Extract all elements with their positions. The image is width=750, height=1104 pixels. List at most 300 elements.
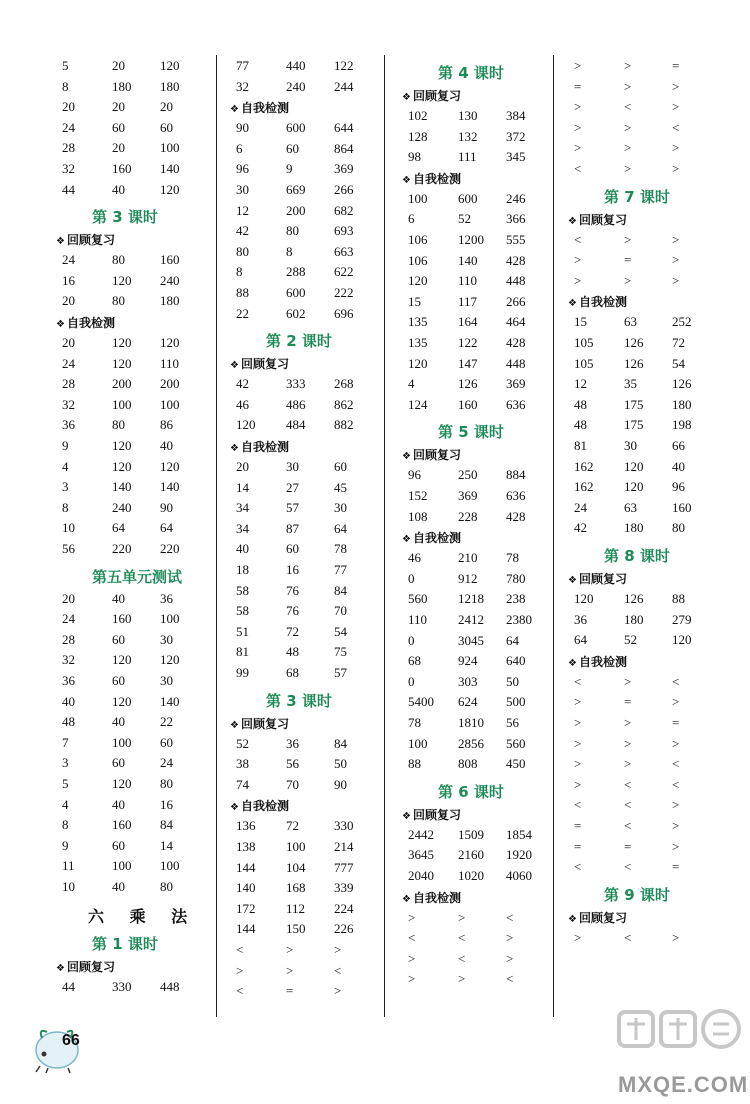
answer-value: 136 xyxy=(236,818,256,834)
answer-value: 32 xyxy=(236,78,249,94)
answer-value: < xyxy=(624,776,632,792)
answer-value: 24 xyxy=(574,499,587,515)
answer-value: 486 xyxy=(286,396,306,412)
answer-value: 1854 xyxy=(506,826,532,842)
section-subheading: ❖ 回顾复习 xyxy=(568,909,627,926)
section-subheading: ❖ 自我检测 xyxy=(402,529,461,546)
answer-value: > xyxy=(574,694,582,710)
answer-value: 2380 xyxy=(506,612,532,627)
answer-value: 2160 xyxy=(458,847,484,863)
answer-value: > xyxy=(286,942,294,957)
section-subheading: ❖ 自我检测 xyxy=(56,314,115,331)
answer-value: 80 xyxy=(672,520,685,536)
answer-value: 30 xyxy=(160,673,173,688)
answer-value: 56 xyxy=(286,756,299,772)
answer-value: 1810 xyxy=(458,715,484,730)
answer-value: 144 xyxy=(236,859,256,875)
answer-value: 135 xyxy=(408,314,428,330)
answer-value: 120 xyxy=(112,458,132,474)
answer-value: 80 xyxy=(112,252,125,268)
answer-value: 51 xyxy=(236,623,249,639)
answer-value: 36 xyxy=(62,673,75,688)
answer-value: 40 xyxy=(672,458,685,474)
section-subheading: ❖ 自我检测 xyxy=(230,438,289,455)
answer-value: 77 xyxy=(236,58,249,73)
lesson-heading: 第 6 课时 xyxy=(438,782,504,801)
answer-value: 120 xyxy=(408,355,428,371)
answer-value: 448 xyxy=(506,355,526,371)
answer-value: 100 xyxy=(160,858,180,874)
answer-value: 64 xyxy=(160,520,173,536)
answer-value: > xyxy=(574,756,582,772)
lesson-heading: 第 9 课时 xyxy=(604,885,670,904)
answer-value: 330 xyxy=(112,978,132,994)
answer-value: 8 xyxy=(62,78,69,94)
section-subheading: ❖ 回顾复习 xyxy=(230,715,289,732)
answer-value: < xyxy=(506,909,514,925)
answer-value: 81 xyxy=(236,644,249,660)
answer-value: = xyxy=(624,838,632,854)
answer-value: 110 xyxy=(458,273,478,289)
answer-value: < xyxy=(574,231,582,247)
answer-value: 64 xyxy=(506,632,519,648)
answer-value: 42 xyxy=(574,520,587,536)
answer-value: 130 xyxy=(458,108,478,123)
answer-value: 20 xyxy=(236,459,249,474)
answer-value: 160 xyxy=(160,252,180,268)
answer-value: 240 xyxy=(286,78,306,94)
answer-value: 1509 xyxy=(458,826,484,842)
answer-value: 150 xyxy=(286,921,306,937)
answer-value: 36 xyxy=(62,417,75,433)
section-subheading: ❖ 自我检测 xyxy=(568,293,627,310)
answer-value: 40 xyxy=(62,693,75,709)
answer-value: 120 xyxy=(112,438,132,453)
answer-value: 30 xyxy=(334,500,347,516)
answer-value: 75 xyxy=(334,644,347,660)
answer-value: 160 xyxy=(112,611,132,627)
answer-value: 11 xyxy=(62,858,75,874)
answer-value: 48 xyxy=(286,644,299,660)
answer-value: 228 xyxy=(458,508,478,524)
answer-value: 64 xyxy=(112,520,125,536)
answer-value: 20 xyxy=(112,58,125,73)
answer-value: 86 xyxy=(160,417,173,433)
answer-value: < xyxy=(236,983,244,999)
answer-value: 160 xyxy=(112,817,132,833)
lesson-heading: 第 7 课时 xyxy=(604,187,670,206)
lesson-heading: 第五单元测试 xyxy=(92,567,183,586)
answer-value: 108 xyxy=(408,508,428,524)
watermark-text: MXQE.COM xyxy=(618,1072,749,1097)
answer-value: > xyxy=(672,929,680,945)
answer-value: 224 xyxy=(334,900,354,916)
answer-value: 24 xyxy=(62,119,75,135)
answer-value: 81 xyxy=(574,438,587,453)
answer-value: > xyxy=(458,971,466,987)
answer-value: > xyxy=(236,962,244,978)
answer-value: 369 xyxy=(506,376,526,392)
answer-value: > xyxy=(574,119,582,135)
lesson-heading: 第 1 课时 xyxy=(92,934,158,953)
answer-value: 448 xyxy=(506,273,526,289)
answer-value: 34 xyxy=(236,520,249,536)
answer-value: 124 xyxy=(408,396,428,412)
section-subheading: ❖ 回顾复习 xyxy=(56,231,115,248)
answer-value: = xyxy=(672,58,680,73)
answer-value: 366 xyxy=(506,211,526,227)
answer-value: 63 xyxy=(624,314,637,330)
column-divider-3 xyxy=(553,55,554,1017)
answer-value: 40 xyxy=(236,541,249,557)
answer-value: 60 xyxy=(112,631,125,647)
answer-value: 48 xyxy=(574,396,587,412)
answer-value: 102 xyxy=(408,108,428,123)
answer-value: > xyxy=(672,694,680,710)
answer-value: 120 xyxy=(236,417,256,433)
answer-value: = xyxy=(624,694,632,710)
answer-value: < xyxy=(574,161,582,176)
answer-value: > xyxy=(624,715,632,730)
answer-value: 126 xyxy=(624,591,644,606)
answer-value: 9 xyxy=(286,161,293,177)
answer-value: 777 xyxy=(334,859,354,875)
answer-value: > xyxy=(574,776,582,792)
answer-value: 226 xyxy=(334,921,354,937)
answer-value: 5400 xyxy=(408,694,434,710)
answer-value: 30 xyxy=(286,459,299,474)
answer-value: 60 xyxy=(112,119,125,135)
answer-value: 6 xyxy=(236,140,243,156)
answer-value: 168 xyxy=(286,880,306,896)
answer-value: 16 xyxy=(286,562,299,577)
answer-value: 10 xyxy=(62,520,75,536)
answer-value: 100 xyxy=(112,734,132,750)
answer-value: 120 xyxy=(112,652,132,668)
answer-value: 106 xyxy=(408,252,428,268)
answer-value: 1020 xyxy=(458,868,484,883)
answer-value: 112 xyxy=(286,900,306,916)
answer-value: 100 xyxy=(408,190,428,206)
column-divider-2 xyxy=(384,55,385,1017)
answer-value: 780 xyxy=(506,570,526,586)
answer-value: 80 xyxy=(286,223,299,239)
answer-value: 60 xyxy=(160,734,173,750)
column-divider-1 xyxy=(216,55,217,1017)
answer-value: > xyxy=(408,971,416,987)
answer-value: 636 xyxy=(506,396,526,412)
answer-value: 214 xyxy=(334,839,354,854)
lesson-heading: 第 2 课时 xyxy=(266,332,332,351)
answer-value: 24 xyxy=(62,252,75,268)
answer-value: 140 xyxy=(160,161,180,176)
answer-value: 84 xyxy=(160,817,173,833)
section-subheading: ❖ 回顾复习 xyxy=(568,570,627,587)
answer-value: 2412 xyxy=(458,612,484,627)
answer-value: 0 xyxy=(408,632,415,648)
answer-value: 40 xyxy=(112,879,125,894)
answer-value: 120 xyxy=(624,479,644,495)
answer-value: 56 xyxy=(62,541,75,556)
answer-value: > xyxy=(672,231,680,247)
answer-value: 7 xyxy=(62,734,69,750)
answer-value: 78 xyxy=(506,550,519,566)
answer-value: 198 xyxy=(672,417,692,433)
answer-value: < xyxy=(334,962,342,978)
answer-value: 252 xyxy=(672,314,692,330)
answer-value: 1200 xyxy=(458,232,484,247)
answer-value: 240 xyxy=(112,499,132,515)
answer-value: > xyxy=(672,161,680,176)
answer-value: 222 xyxy=(334,285,354,300)
answer-value: 120 xyxy=(574,591,594,606)
answer-value: 32 xyxy=(62,161,75,176)
answer-value: 140 xyxy=(160,693,180,709)
answer-value: 144 xyxy=(236,921,256,937)
answer-value: 120 xyxy=(112,693,132,709)
answer-value: 250 xyxy=(458,467,478,483)
answer-value: > xyxy=(672,818,680,833)
answer-value: 162 xyxy=(574,479,594,495)
answer-value: 140 xyxy=(458,252,478,268)
answer-value: 90 xyxy=(334,776,347,792)
answer-value: 602 xyxy=(286,305,306,321)
answer-value: 111 xyxy=(458,149,477,165)
answer-value: < xyxy=(624,859,632,875)
answer-value: 682 xyxy=(334,202,354,218)
answer-value: > xyxy=(624,231,632,247)
answer-value: 268 xyxy=(334,376,354,392)
answer-value: < xyxy=(506,971,514,987)
answer-value: 117 xyxy=(458,293,478,309)
answer-value: 640 xyxy=(506,653,526,669)
answer-value: 80 xyxy=(112,293,125,309)
answer-value: 330 xyxy=(334,818,354,834)
section-subheading: ❖ 自我检测 xyxy=(402,889,461,906)
answer-value: 28 xyxy=(62,376,75,392)
answer-value: > xyxy=(624,58,632,73)
answer-value: 126 xyxy=(458,376,478,392)
answer-value: 84 xyxy=(334,582,347,598)
answer-value: 72 xyxy=(286,623,299,639)
lesson-heading: 第 4 课时 xyxy=(438,64,504,82)
answer-value: > xyxy=(624,78,632,94)
answer-value: 100 xyxy=(408,735,428,751)
answer-value: 4 xyxy=(62,458,69,474)
answer-value: 40 xyxy=(112,590,125,606)
answer-value: < xyxy=(624,818,632,833)
answer-value: 560 xyxy=(506,735,526,751)
answer-value: 68 xyxy=(408,653,421,669)
answer-value: 12 xyxy=(574,376,587,392)
section-subheading: ❖ 自我检测 xyxy=(402,170,461,187)
answer-value: 110 xyxy=(408,612,428,627)
answer-value: 24 xyxy=(62,611,75,627)
answer-value: > xyxy=(574,58,582,73)
answer-value: 38 xyxy=(236,756,249,772)
answer-value: 80 xyxy=(160,776,173,791)
answer-value: 4 xyxy=(408,376,415,392)
answer-value: 8 xyxy=(236,264,243,280)
answer-value: 924 xyxy=(458,653,478,669)
answer-value: 52 xyxy=(624,632,637,648)
answer-value: 180 xyxy=(160,78,180,94)
answer-value: < xyxy=(672,119,680,135)
answer-value: 3045 xyxy=(458,632,484,648)
answer-value: < xyxy=(408,930,416,946)
lesson-heading: 六 乘 法 xyxy=(88,906,198,926)
answer-value: 14 xyxy=(160,837,173,853)
answer-value: 96 xyxy=(236,161,249,177)
answer-value: > xyxy=(672,838,680,854)
answer-value: 140 xyxy=(160,479,180,495)
answer-value: 636 xyxy=(506,488,526,503)
answer-value: > xyxy=(672,272,680,288)
answer-value: 120 xyxy=(160,652,180,668)
answer-value: = xyxy=(624,252,632,268)
answer-value: 60 xyxy=(112,673,125,688)
answer-value: 68 xyxy=(286,665,299,680)
answer-value: 96 xyxy=(672,479,685,495)
answer-value: 15 xyxy=(408,293,421,309)
answer-value: 58 xyxy=(236,603,249,619)
answer-value: > xyxy=(574,272,582,288)
answer-value: 28 xyxy=(62,631,75,647)
answer-value: 600 xyxy=(286,285,306,300)
answer-value: 345 xyxy=(506,149,526,165)
answer-value: 52 xyxy=(236,735,249,751)
answer-value: 72 xyxy=(672,335,685,350)
answer-value: > xyxy=(334,983,342,999)
answer-value: 120 xyxy=(112,335,132,350)
answer-value: 100 xyxy=(112,396,132,412)
answer-value: 696 xyxy=(334,305,354,321)
answer-value: 135 xyxy=(408,335,428,350)
answer-value: 162 xyxy=(574,458,594,474)
section-subheading: ❖ 回顾复习 xyxy=(402,87,461,104)
answer-value: 3 xyxy=(62,755,69,771)
answer-value: > xyxy=(574,929,582,945)
answer-value: 63 xyxy=(624,499,637,515)
answer-value: 80 xyxy=(236,243,249,259)
answer-value: 20 xyxy=(62,590,75,606)
lesson-heading: 第 5 课时 xyxy=(438,423,504,442)
answer-value: 3645 xyxy=(408,847,434,863)
answer-value: 15 xyxy=(574,314,587,330)
answer-value: 238 xyxy=(506,591,526,607)
answer-value: = xyxy=(672,715,680,730)
answer-value: 88 xyxy=(672,591,685,606)
answer-value: 70 xyxy=(286,776,299,792)
answer-value: 244 xyxy=(334,78,354,94)
answer-value: > xyxy=(408,950,416,966)
answer-value: 60 xyxy=(286,541,299,557)
answer-value: 3 xyxy=(62,479,69,495)
answer-value: 90 xyxy=(160,499,173,515)
answer-value: < xyxy=(624,797,632,813)
answer-value: 339 xyxy=(334,880,354,896)
lesson-heading: 第 3 课时 xyxy=(266,691,332,710)
answer-value: > xyxy=(574,140,582,156)
answer-value: 72 xyxy=(286,818,299,834)
answer-value: 56 xyxy=(506,715,519,730)
answer-value: 44 xyxy=(62,181,75,197)
answer-value: 60 xyxy=(286,140,299,156)
answer-value: 164 xyxy=(458,314,478,330)
answer-value: 77 xyxy=(334,562,347,577)
answer-value: 54 xyxy=(672,355,685,371)
answer-value: 266 xyxy=(506,293,526,309)
answer-value: 10 xyxy=(62,879,75,894)
answer-value: 669 xyxy=(286,182,306,197)
page-number: 66 xyxy=(62,1032,80,1049)
answer-value: 64 xyxy=(574,632,587,648)
answer-value: 160 xyxy=(672,499,692,515)
answer-value: > xyxy=(624,161,632,176)
answer-value: 884 xyxy=(506,467,526,483)
answer-value: = xyxy=(286,983,294,999)
answer-value: 78 xyxy=(408,715,421,730)
answer-value: 126 xyxy=(624,355,644,371)
answer-value: 428 xyxy=(506,508,526,524)
answer-value: 120 xyxy=(672,632,692,648)
answer-value: 22 xyxy=(160,714,173,730)
answer-value: 4060 xyxy=(506,868,532,883)
answer-value: 2856 xyxy=(458,735,484,751)
answer-value: 160 xyxy=(112,161,132,176)
answer-value: 80 xyxy=(112,417,125,433)
answer-value: 200 xyxy=(112,376,132,392)
answer-value: 76 xyxy=(286,582,299,598)
answer-value: 46 xyxy=(408,550,421,566)
answer-value: 450 xyxy=(506,756,526,772)
answer-value: 9 xyxy=(62,438,69,453)
answer-value: 1920 xyxy=(506,847,532,863)
answer-value: 20 xyxy=(62,293,75,309)
answer-value: 288 xyxy=(286,264,306,280)
answer-value: 440 xyxy=(286,58,306,73)
answer-value: 0 xyxy=(408,673,415,689)
answer-value: 600 xyxy=(286,120,306,136)
answer-value: 88 xyxy=(236,285,249,300)
answer-value: > xyxy=(408,909,416,925)
answer-value: > xyxy=(624,735,632,751)
answer-value: 5 xyxy=(62,58,69,73)
answer-value: 303 xyxy=(458,673,478,689)
answer-value: 64 xyxy=(334,520,347,536)
answer-value: 120 xyxy=(624,458,644,474)
answer-value: 36 xyxy=(286,735,299,751)
answer-value: 106 xyxy=(408,232,428,247)
answer-value: 16 xyxy=(62,272,75,288)
section-subheading: ❖ 自我检测 xyxy=(230,797,289,814)
answer-value: 20 xyxy=(62,335,75,350)
answer-value: 644 xyxy=(334,120,354,136)
answer-value: = xyxy=(574,78,582,94)
answer-value: 428 xyxy=(506,252,526,268)
answer-value: 100 xyxy=(160,611,180,627)
answer-value: 172 xyxy=(236,900,256,916)
answer-value: 2442 xyxy=(408,826,434,842)
answer-value: > xyxy=(672,797,680,813)
answer-value: 40 xyxy=(160,438,173,453)
answer-value: 500 xyxy=(506,694,526,710)
answer-value: 333 xyxy=(286,376,306,392)
answer-value: 120 xyxy=(160,458,180,474)
answer-value: > xyxy=(334,942,342,957)
answer-value: 60 xyxy=(112,755,125,771)
answer-value: 104 xyxy=(286,859,306,875)
